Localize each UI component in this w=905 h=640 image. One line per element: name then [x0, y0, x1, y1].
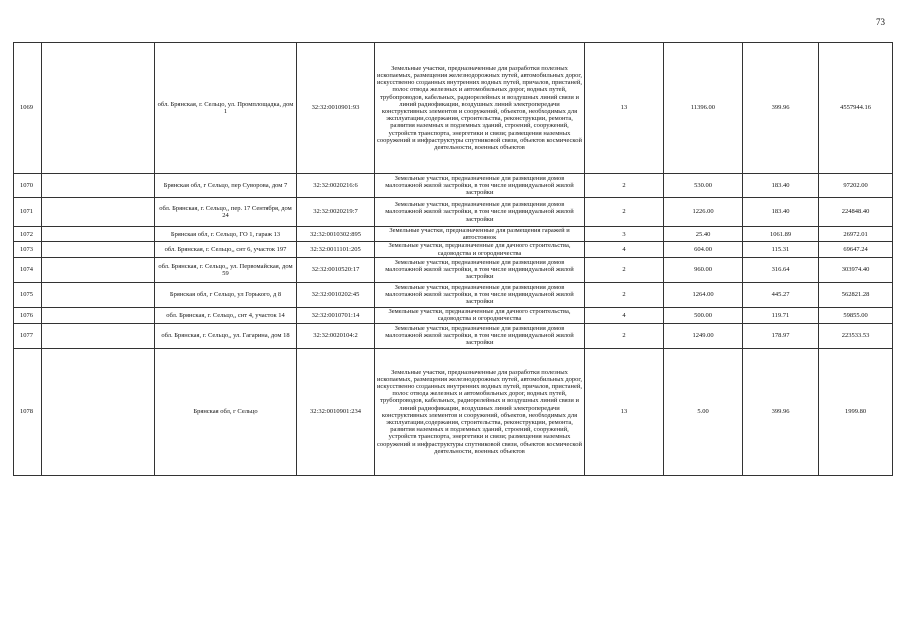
use-code-cell: 2 [585, 174, 664, 198]
land-use-cell: Земельные участки, предназначенные для дачного строительства, садоводства и огородничества [375, 307, 585, 323]
area-cell: 1226.00 [664, 198, 743, 227]
row-number: 1071 [14, 198, 42, 227]
page-number: 73 [876, 17, 885, 27]
table-row [14, 257, 893, 282]
blank-cell [42, 174, 155, 198]
area-cell: 11396.00 [664, 43, 743, 174]
blank-cell [42, 227, 155, 242]
use-code-cell: 13 [585, 348, 664, 475]
rate-cell: 316.64 [743, 257, 819, 282]
cadastral-value-cell: 303974.40 [819, 257, 893, 282]
address-cell: обл. Брянская, г. Сельцо,, ул. Гагарина, дом 18 [155, 323, 297, 348]
rate-cell: 399.96 [743, 43, 819, 174]
use-code-cell: 3 [585, 227, 664, 242]
cadastral-number-cell: 32:32:0010202:45 [297, 282, 375, 307]
cadastral-value-cell: 562821.28 [819, 282, 893, 307]
table-row [14, 174, 893, 198]
address-cell: обл. Брянская, г. Сельцо, ул. Промплощадка, дом 1 [155, 43, 297, 174]
area-cell: 25.40 [664, 227, 743, 242]
row-number: 1070 [14, 174, 42, 198]
rate-cell: 115.31 [743, 242, 819, 257]
area-cell: 530.00 [664, 174, 743, 198]
area-cell: 5.00 [664, 348, 743, 475]
use-code-cell: 4 [585, 307, 664, 323]
row-number: 1073 [14, 242, 42, 257]
address-cell: обл. Брянская, г. Сельцо,, снт 6, участок 197 [155, 242, 297, 257]
rate-cell: 183.40 [743, 174, 819, 198]
rate-cell: 399.96 [743, 348, 819, 475]
use-code-cell: 13 [585, 43, 664, 174]
cadastral-value-cell: 59855.00 [819, 307, 893, 323]
cadastral-number-cell: 32:32:0020216:6 [297, 174, 375, 198]
area-cell: 604.00 [664, 242, 743, 257]
land-use-cell: Земельные участки, предназначенные для размещения домов малоэтажной жилой застройки, в том числе индивидуальной жилой застройки [375, 323, 585, 348]
use-code-cell: 2 [585, 257, 664, 282]
land-use-cell: Земельные участки, предназначенные для размещения домов малоэтажной жилой застройки, в том числе индивидуальной жилой застройки [375, 257, 585, 282]
area-cell: 1264.00 [664, 282, 743, 307]
blank-cell [42, 242, 155, 257]
blank-cell [42, 257, 155, 282]
blank-cell [42, 43, 155, 174]
address-cell: Брянская обл, г. Сельцо, ГО 1, гараж 13 [155, 227, 297, 242]
area-cell: 960.00 [664, 257, 743, 282]
rate-cell: 178.97 [743, 323, 819, 348]
blank-cell [42, 198, 155, 227]
row-number: 1074 [14, 257, 42, 282]
cadastral-value-cell: 223533.53 [819, 323, 893, 348]
row-number: 1069 [14, 43, 42, 174]
address-cell: Брянская обл, г Сельцо [155, 348, 297, 475]
use-code-cell: 4 [585, 242, 664, 257]
address-cell: обл. Брянская, г. Сельцо,, пер. 17 Сентября, дом 24 [155, 198, 297, 227]
land-use-cell: Земельные участки, предназначенные для размещения домов малоэтажной жилой застройки, в том числе индивидуальной жилой застройки [375, 174, 585, 198]
cadastral-number-cell: 32:32:0010901:93 [297, 43, 375, 174]
use-code-cell: 2 [585, 323, 664, 348]
row-number: 1075 [14, 282, 42, 307]
row-number: 1078 [14, 348, 42, 475]
cadastral-number-cell: 32:32:0020219:7 [297, 198, 375, 227]
table-row [14, 43, 893, 174]
table-row [14, 282, 893, 307]
land-use-cell: Земельные участки, предназначенные для дачного строительства, садоводства и огородничества [375, 242, 585, 257]
use-code-cell: 2 [585, 282, 664, 307]
area-cell: 500.00 [664, 307, 743, 323]
address-cell: обл. Брянская, г. Сельцо,, ул. Первомайская, дом 59 [155, 257, 297, 282]
cadastral-number-cell: 32:32:0010302:895 [297, 227, 375, 242]
address-cell: Брянская обл, г Сельцо, ул Горького, д 8 [155, 282, 297, 307]
land-use-cell: Земельные участки, предназначенные для размещения домов малоэтажной жилой застройки, в том числе индивидуальной жилой застройки [375, 198, 585, 227]
rate-cell: 445.27 [743, 282, 819, 307]
cadastral-number-cell: 32:32:0010520:17 [297, 257, 375, 282]
blank-cell [42, 307, 155, 323]
table-row [14, 198, 893, 227]
row-number: 1072 [14, 227, 42, 242]
cadastral-value-cell: 69647.24 [819, 242, 893, 257]
cadastral-number-cell: 32:32:0010701:14 [297, 307, 375, 323]
table-row [14, 242, 893, 257]
area-cell: 1249.00 [664, 323, 743, 348]
blank-cell [42, 323, 155, 348]
address-cell: обл. Брянская, г. Сельцо,, снт 4, участок 14 [155, 307, 297, 323]
cadastral-number-cell: 32:32:0010901:234 [297, 348, 375, 475]
blank-cell [42, 282, 155, 307]
cadastral-number-cell: 32:32:0020104:2 [297, 323, 375, 348]
land-use-cell: Земельные участки, предназначенные для разработки полезных ископаемых, размещения железнодорожных путей, автомобильных дорог, искусственно созданных внутренних водных путей, причалов, пристаней, полос отвода железных и автомобильных дорог, водных путей, трубопроводов, кабельных, радиорелейных и воздушных линий связи и линий радиофикации, воздушных линий электропередачи конструктивных элементов и сооружений, объектов, необходимых для эксплуатации,содержания, строительства, реконструкции, ремонта, развития наземных и подземных зданий, строений, сооружений, устройств транспорта, энергетики и связи; размещения наземных сооружений и инфраструктуры спутниковой связи, объектов космической деятельности, военных объектов [375, 348, 585, 475]
row-number: 1076 [14, 307, 42, 323]
cadastral-number-cell: 32:32:0011101:205 [297, 242, 375, 257]
use-code-cell: 2 [585, 198, 664, 227]
address-cell: Брянская обл, г Сельцо, пер Суворова, дом 7 [155, 174, 297, 198]
cadastral-value-cell: 97202.00 [819, 174, 893, 198]
table-row [14, 227, 893, 242]
table-row [14, 307, 893, 323]
land-plots-table [13, 42, 893, 476]
table-row [14, 323, 893, 348]
table-row [14, 348, 893, 475]
land-use-cell: Земельные участки, предназначенные для размещения гаражей и автостоянок [375, 227, 585, 242]
cadastral-value-cell: 1999.80 [819, 348, 893, 475]
blank-cell [42, 348, 155, 475]
rate-cell: 119.71 [743, 307, 819, 323]
rate-cell: 183.40 [743, 198, 819, 227]
rate-cell: 1061.89 [743, 227, 819, 242]
row-number: 1077 [14, 323, 42, 348]
land-use-cell: Земельные участки, предназначенные для размещения домов малоэтажной жилой застройки, в том числе индивидуальной жилой застройки [375, 282, 585, 307]
land-use-cell: Земельные участки, предназначенные для разработки полезных ископаемых, размещения железнодорожных путей, автомобильных дорог, искусственно созданных внутренних водных путей, причалов, пристаней, полос отвода железных и автомобильных дорог, водных путей, трубопроводов, кабельных, радиорелейных и воздушных линий связи и линий радиофикации, воздушных линий электропередачи конструктивных элементов и сооружений, объектов, необходимых для эксплуатации,содержания, строительства, реконструкции, ремонта, развития наземных и подземных зданий, строений, сооружений, устройств транспорта, энергетики и связи; размещения наземных сооружений и инфраструктуры спутниковой связи, объектов космической деятельности, военных объектов [375, 43, 585, 174]
cadastral-value-cell: 224848.40 [819, 198, 893, 227]
cadastral-value-cell: 4557944.16 [819, 43, 893, 174]
cadastral-value-cell: 26972.01 [819, 227, 893, 242]
